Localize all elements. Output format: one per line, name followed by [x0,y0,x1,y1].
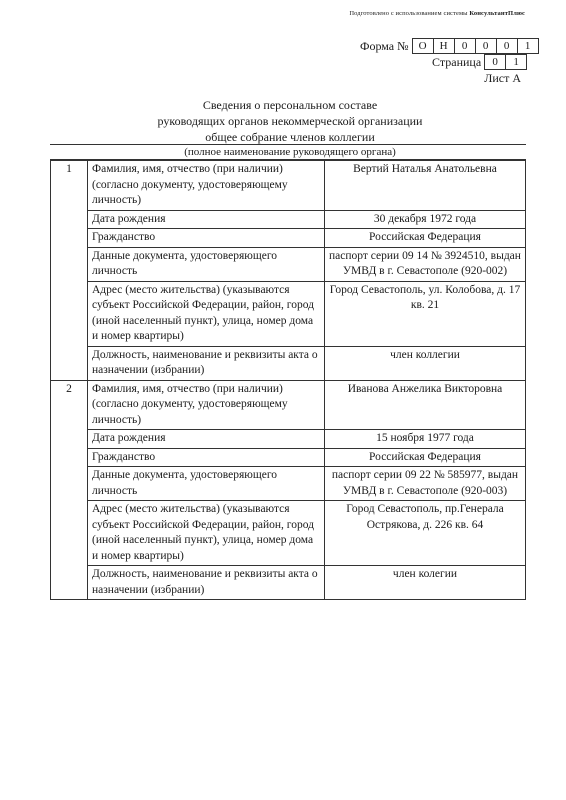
body-caption: (полное наименование руководящего органа) [184,146,396,158]
fio-value: Иванова Анжелика Викторовна [325,380,526,430]
table-row [51,430,526,449]
address-value: Город Севастополь, пр.Генерала Острякова, д. 226 кв. 64 [325,501,526,566]
address-label: Адрес (место жительства) (указываются субъект Российской Федерации, район, город (иной населенный пункт), улица, номер дома и номер квартиры) [88,501,325,566]
page-cell: 0 [485,55,506,69]
citizenship-label: Гражданство [88,229,325,248]
document-title [100,97,480,145]
citizenship-value: Российская Федерация [325,229,526,248]
consultant-note [349,10,525,17]
fio-value: Вертий Наталья Анатольевна [325,161,526,211]
position-label: Должность, наименование и реквизиты акта о назначении (избрании) [88,566,325,600]
address-value: Город Севастополь, ул. Колобова, д. 17 кв. 21 [325,281,526,346]
title-line-1: Сведения о персональном составе [202,98,378,112]
form-number-row [360,38,539,54]
fio-label: Фамилия, имя, отчество (при наличии) (согласно документу, удостоверяющему личность) [88,380,325,430]
dob-label: Дата рождения [88,430,325,449]
page-cell: 1 [513,56,519,68]
dob-value: 30 декабря 1972 года [325,210,526,229]
document-label: Данные документа, удостоверяющего личность [88,467,325,501]
table-row [51,210,526,229]
page-number-row [432,54,527,70]
table-row [51,247,526,281]
person-number: 2 [51,380,88,600]
table-row [51,380,526,430]
table-row [51,448,526,467]
person-number: 1 [51,161,88,381]
form-cell: Н [434,39,455,53]
title-line-3: общее собрание членов коллегии [205,130,375,144]
form-cell: 0 [476,39,497,53]
document-value: паспорт серии 09 22 № 585977, выдан УМВД в г. Севастополе (920-003) [325,467,526,501]
address-label: Адрес (место жительства) (указываются субъект Российской Федерации, район, город (иной населенный пункт), улица, номер дома и номер квартиры) [88,281,325,346]
consultant-note-prefix: Подготовлено с использованием системы [349,10,470,17]
table-row [51,467,526,501]
table-row [51,281,526,346]
form-cell: 0 [455,39,476,53]
form-number-cells [412,38,539,54]
dob-label: Дата рождения [88,210,325,229]
citizenship-label: Гражданство [88,448,325,467]
dob-value: 15 ноября 1977 года [325,430,526,449]
table-row [51,161,526,211]
page-number-cells [484,54,527,70]
sheet-label: Лист А [484,71,521,85]
table-row [51,229,526,248]
table-row [51,346,526,380]
persons-table [50,160,526,600]
title-line-2: руководящих органов некоммерческой организации [157,114,423,128]
form-label: Форма № [360,38,409,53]
form-cell: 1 [524,40,531,52]
position-value: член колегии [325,566,526,600]
position-label: Должность, наименование и реквизиты акта о назначении (избрании) [88,346,325,380]
document-label: Данные документа, удостоверяющего личность [88,247,325,281]
form-cell: О [413,39,434,53]
position-value: член коллегии [325,346,526,380]
title-underline [50,144,526,145]
consultant-brand: КонсультантПлюс [469,10,525,17]
table-row [51,566,526,600]
form-cell: 0 [497,39,518,53]
fio-label: Фамилия, имя, отчество (при наличии) (согласно документу, удостоверяющему личность) [88,161,325,211]
citizenship-value: Российская Федерация [325,448,526,467]
document-value: паспорт серии 09 14 № 3924510, выдан УМВД в г. Севастополе (920-002) [325,247,526,281]
page-label: Страница [432,54,482,69]
table-row [51,501,526,566]
